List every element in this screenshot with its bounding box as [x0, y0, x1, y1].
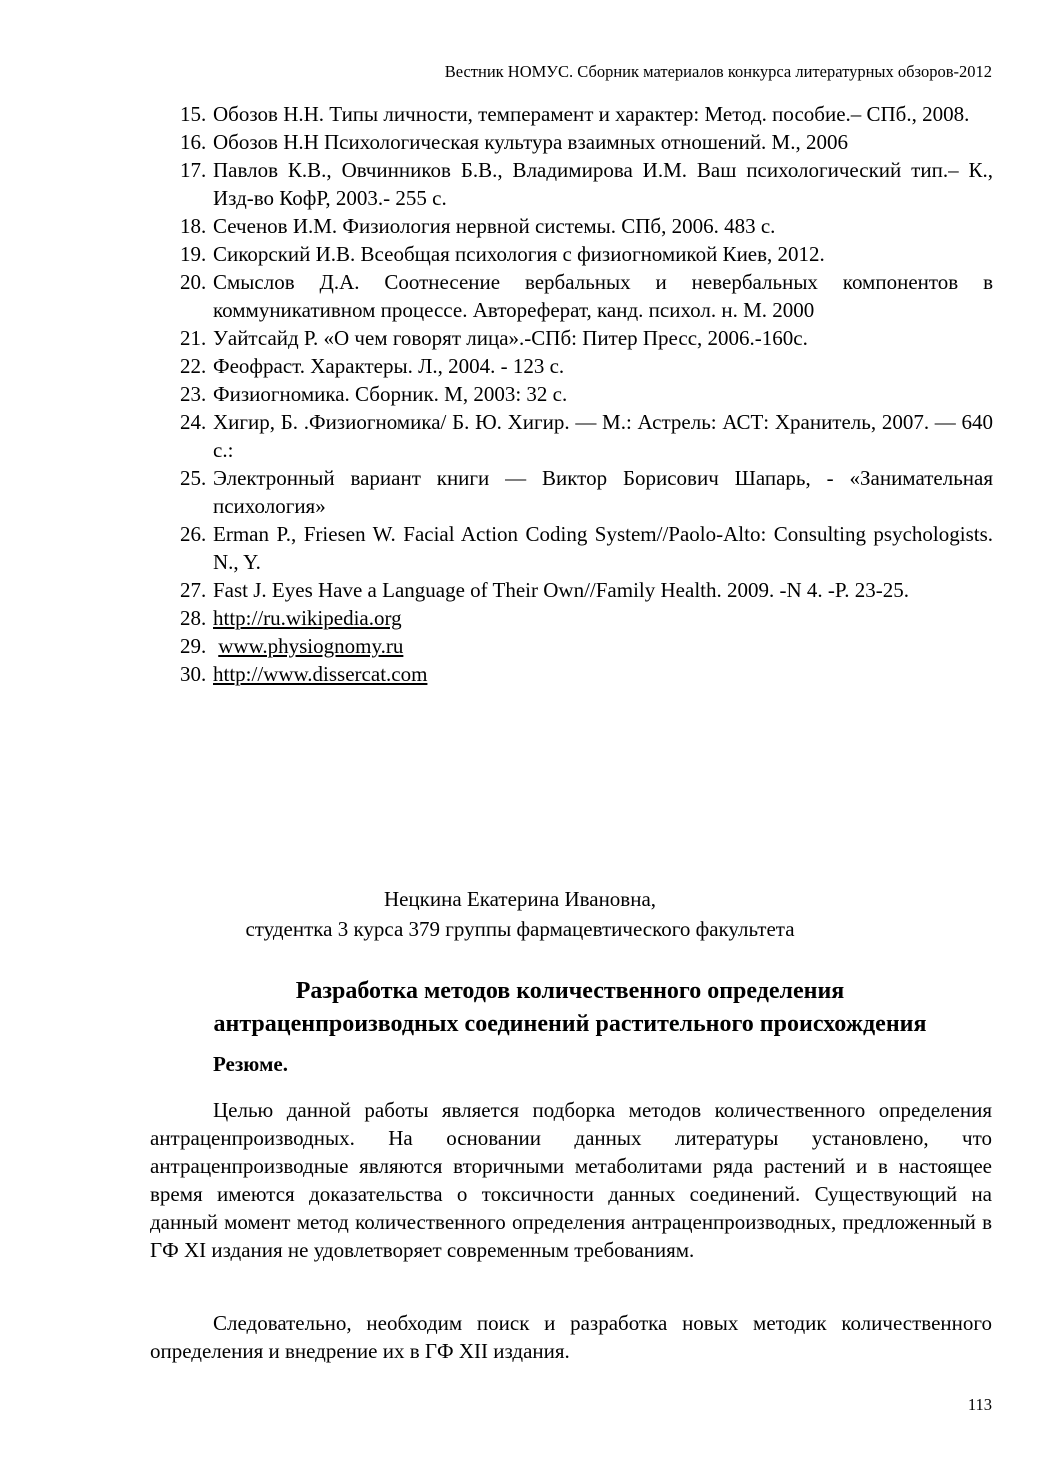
paper-title	[0, 975, 1040, 1041]
summary-paragraph-1: Целью данной работы является подборка методов количественного определения антраценпроизводных. На основании данных литературы установлено, что антраценпроизводные являются вторичными метаболитами ряда растений и в настоящее время имеются доказательства о токсичности данных соединений. Существующий на данный момент метод количественного определения антраценпроизводных, предложенный в ГФ XI издания не удовлетворяет современным требованиям.	[150, 1098, 992, 1262]
reference-text: Fast J. Eyes Have a Language of Their Own//Family Health. 2009. -N 4. -P. 23-25.	[213, 578, 909, 602]
reference-text: Электронный вариант книги — Виктор Борисович Шапарь, - «Занимательная психология»	[213, 466, 993, 518]
reference-number: 29.	[180, 634, 207, 658]
reference-text: Павлов К.В., Овчинников Б.В., Владимирова И.М. Ваш психологический тип.– К., Изд-во КофР, 2003.- 255 с.	[213, 158, 993, 210]
reference-number: 18.	[180, 214, 207, 238]
reference-item-26	[0, 520, 993, 576]
reference-item-19	[0, 240, 993, 268]
reference-item-20	[0, 268, 993, 324]
reference-number: 19.	[180, 242, 207, 266]
reference-text: Erman P., Friesen W. Facial Action Coding System//Paolo-Alto: Consulting psychologists. N., Y.	[213, 522, 993, 574]
reference-number: 15.	[180, 102, 207, 126]
reference-number: 20.	[180, 270, 207, 294]
reference-number: 21.	[180, 326, 207, 350]
reference-item-15	[0, 100, 993, 128]
reference-number: 22.	[180, 354, 207, 378]
reference-item-18	[0, 212, 993, 240]
paper-title-line-2: антраценпроизводных соединений растительного происхождения	[213, 1011, 927, 1037]
reference-number: 23.	[180, 382, 207, 406]
reference-number: 24.	[180, 410, 207, 434]
reference-item-29	[0, 632, 993, 660]
reference-item-22	[0, 352, 993, 380]
author-affiliation: студентка 3 курса 379 группы фармацевтического факультета	[245, 917, 795, 941]
reference-number: 26.	[180, 522, 207, 546]
reference-text: Сикорский И.В. Всеобщая психология с физиогномикой Киев, 2012.	[213, 242, 825, 266]
summary-heading: Резюме.	[213, 1052, 288, 1076]
reference-text: Хигир, Б. .Физиогномика/ Б. Ю. Хигир. — М.: Астрель: АСТ: Хранитель, 2007. — 640 с.:	[213, 410, 993, 462]
reference-item-25	[0, 464, 993, 520]
reference-number: 30.	[180, 662, 207, 686]
reference-list	[0, 100, 1040, 688]
reference-text: Феофраст. Характеры. Л., 2004. - 123 с.	[213, 354, 565, 378]
reference-text: Сеченов И.М. Физиология нервной системы. СПб, 2006. 483 с.	[213, 214, 776, 238]
author-name: Нецкина Екатерина Ивановна,	[383, 887, 657, 911]
reference-number: 25.	[180, 466, 207, 490]
reference-text: Уайтсайд Р. «О чем говорят лица».-СПб: Питер Пресс, 2006.-160с.	[213, 326, 808, 350]
page-number: 113	[967, 1395, 992, 1414]
reference-item-21	[0, 324, 993, 352]
reference-text: Обозов Н.Н. Типы личности, темперамент и характер: Метод. пособие.– СПб., 2008.	[213, 102, 970, 126]
paper-title-line-1: Разработка методов количественного определения	[295, 978, 845, 1004]
reference-number: 28.	[180, 606, 207, 630]
reference-item-27	[0, 576, 993, 604]
reference-number: 16.	[180, 130, 207, 154]
reference-number: 27.	[180, 578, 207, 602]
reference-number: 17.	[180, 158, 207, 182]
reference-item-24	[0, 408, 993, 464]
author-block	[0, 884, 1040, 944]
running-header: Вестник НОМУС. Сборник материалов конкурса литературных обзоров-2012	[444, 62, 992, 81]
reference-link[interactable]: http://ru.wikipedia.org	[213, 606, 402, 630]
reference-item-28	[0, 604, 993, 632]
reference-text: Физиогномика. Сборник. М, 2003: 32 с.	[213, 382, 568, 406]
reference-item-30	[0, 660, 993, 688]
reference-text: Обозов Н.Н Психологическая культура взаимных отношений. М., 2006	[213, 130, 848, 154]
reference-link[interactable]: http://www.dissercat.com	[213, 662, 428, 686]
reference-item-23	[0, 380, 993, 408]
reference-item-16	[0, 128, 993, 156]
summary-paragraph-2: Следовательно, необходим поиск и разработка новых методик количественного определения и внедрение их в ГФ XII издания.	[150, 1311, 992, 1363]
reference-link[interactable]: www.physiognomy.ru	[218, 634, 404, 658]
reference-text: Смыслов Д.А. Соотнесение вербальных и невербальных компонентов в коммуникативном процессе. Автореферат, канд. психол. н. М. 2000	[213, 270, 993, 322]
reference-item-17	[0, 156, 993, 212]
